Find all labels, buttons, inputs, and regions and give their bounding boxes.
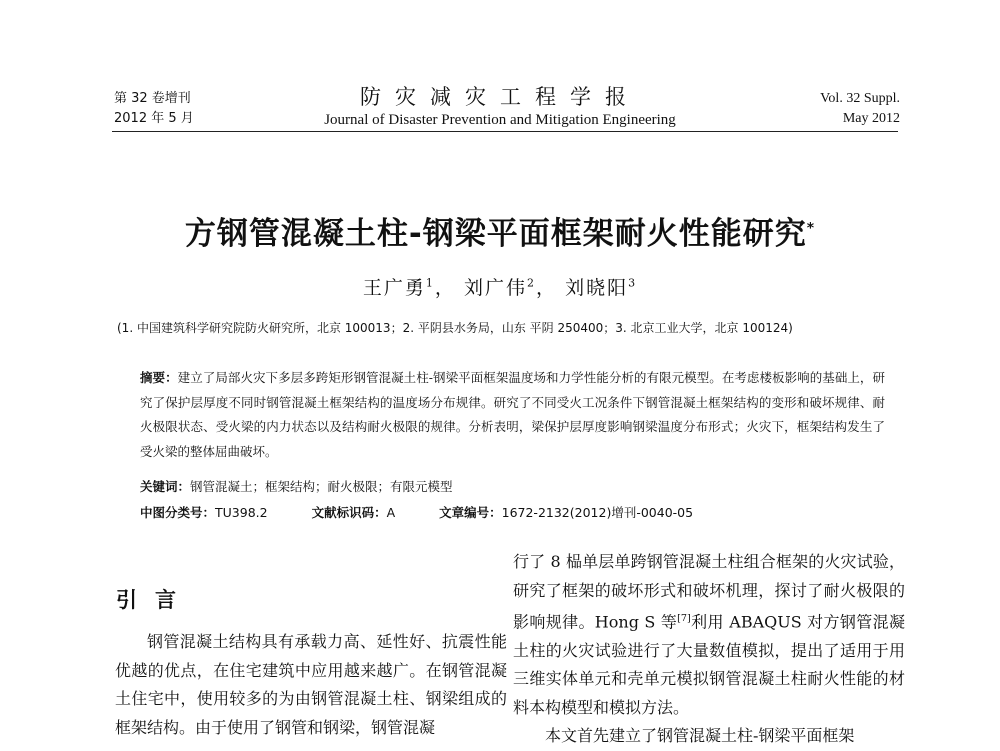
body-column-left <box>115 628 507 742</box>
author-list <box>0 273 1000 300</box>
article-title-text: 方钢管混凝土柱-钢梁平面框架耐火性能研究 <box>184 216 807 252</box>
volume-info <box>820 89 900 129</box>
author-affil-mark: 3 <box>628 276 638 290</box>
volume-en: Vol. 32 Suppl. <box>820 91 900 106</box>
journal-title-cn: 防灾减灾工程学报 <box>360 85 640 109</box>
keywords-value: 钢管混凝土；框架结构；耐火极限；有限元模型 <box>190 479 453 494</box>
journal-title-en: Journal of Disaster Prevention and Mitigation Engineering <box>324 112 676 128</box>
doc-code-value: A <box>386 505 396 520</box>
body-column-right <box>513 548 905 751</box>
body-paragraph: 本文首先建立了钢管混凝土柱-钢梁平面框架 <box>545 726 855 746</box>
body-text: 行了 8 榀单层单跨钢管混凝土柱组合框架的火灾试验，研究了框架的破坏形式和破坏机理，探讨了耐火极限的影响规律。Hong S 等 <box>513 552 905 632</box>
classification-line <box>140 503 693 521</box>
author-name: 王广勇 <box>362 277 426 299</box>
author-separator: ， <box>536 277 558 299</box>
clc-label: 中图分类号： <box>140 505 216 520</box>
keywords-line <box>140 477 453 495</box>
author-name: 刘广伟 <box>463 277 527 299</box>
issue-date-en: May 2012 <box>842 111 900 126</box>
author-affil-mark: 2 <box>527 276 536 290</box>
author-affil-mark: 1 <box>425 276 435 290</box>
clc-value: TU398.2 <box>215 505 268 520</box>
article-number-value: 1672-2132(2012)增刊-0040-05 <box>501 505 694 520</box>
abstract <box>140 366 885 464</box>
author-name: 刘晓阳 <box>565 277 629 299</box>
abstract-label: 摘要： <box>140 370 178 385</box>
doc-code-label: 文献标识码： <box>311 505 387 520</box>
citation-ref: [7] <box>677 613 691 624</box>
issue-number: 第 32 卷增刊 <box>114 91 191 106</box>
affiliations: (1. 中国建筑科学研究院防火研究所，北京 100013；2. 平阴县水务局，山东 平阴 250400；3. 北京工业大学，北京 100124) <box>117 321 793 335</box>
abstract-text: 建立了局部火灾下多层多跨矩形钢管混凝土柱-钢梁平面框架温度场和力学性能分析的有限元模型。在考虑楼板影响的基础上，研究了保护层厚度不同时钢管混凝土框架结构的温度场分布规律。研究了不同受火工况条件下钢管混凝土框架结构的变形和破坏规律、耐火极限状态、受火梁的内力状态以及结构耐火极限的规律。分析表明，梁保护层厚度影响钢梁温度分布形式；火灾下，框架结构发生了受火梁的整体屈曲破坏。 <box>140 370 885 459</box>
article-number-label: 文章编号： <box>439 505 502 520</box>
journal-title-block <box>240 84 760 130</box>
keywords-label: 关键词： <box>140 479 191 494</box>
issue-date-cn: 2012 年 5 月 <box>114 111 194 126</box>
body-paragraph <box>513 548 905 722</box>
section-heading-introduction: 引言 <box>116 588 194 612</box>
title-footnote-mark: * <box>806 220 816 237</box>
article-title <box>0 208 1000 253</box>
body-text: 利用 ABAQUS 对方钢管混凝土柱的火灾试验进行了大量数值模拟，提出了适用于用三维实体单元和壳单元模拟钢管混凝土柱耐火性能的材料本构模型和模拟方法。 <box>513 612 905 717</box>
author-separator: ， <box>434 277 456 299</box>
issue-info <box>114 89 194 129</box>
header-divider <box>112 131 898 132</box>
body-paragraph: 钢管混凝土结构具有承载力高、延性好、抗震性能优越的优点，在住宅建筑中应用越来越广。在钢管混凝土住宅中，使用较多的为由钢管混凝土柱、钢梁组成的框架结构。由于使用了钢管和钢梁，钢管混凝 <box>115 632 507 737</box>
